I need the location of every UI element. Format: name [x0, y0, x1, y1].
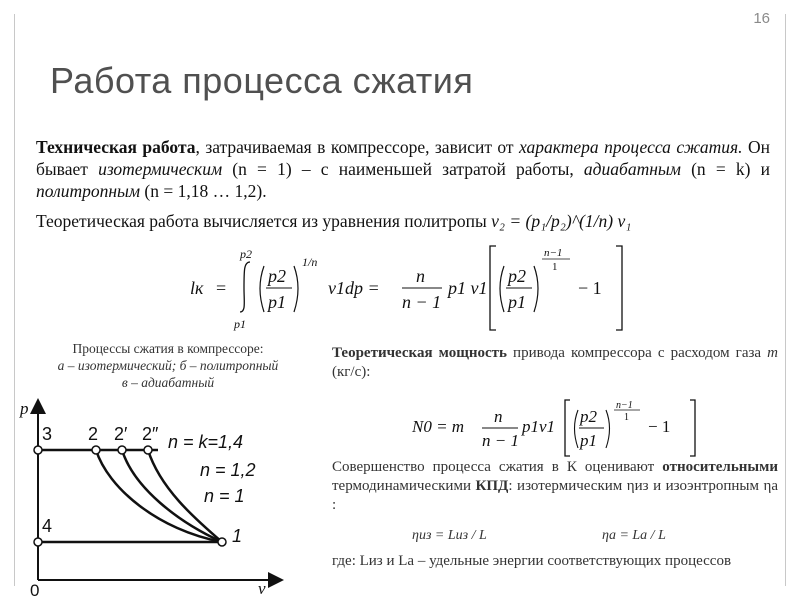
intro-text-5: (n = 1,18 … 1,2). [140, 181, 267, 201]
intro-paragraph [36, 136, 770, 202]
intro-polytropic: политропным [36, 181, 141, 201]
formula-minus-one: − 1 [578, 278, 602, 298]
power-frac2-num: p2 [580, 407, 597, 426]
power-frac2-den: p1 [580, 431, 597, 450]
power-bracket-left [565, 400, 570, 456]
power-p1v1: p1v1 [522, 417, 556, 436]
theory-line [36, 210, 770, 232]
curve-label-polytropic: n = 1,2 [200, 460, 256, 480]
top-band [0, 0, 800, 36]
power-exp-num: n−1 [616, 400, 633, 411]
power-paren-left [575, 410, 579, 448]
label-2: 2 [88, 424, 99, 444]
point-2-prime [118, 446, 126, 454]
perfection-kpd: КПД [475, 478, 509, 494]
integral-upper: p2 [240, 247, 252, 261]
curve-label-isothermal: n = 1 [204, 486, 245, 506]
perfection-text-2: термодинамическими [332, 478, 476, 494]
bracket-left [490, 246, 496, 330]
intro-text-3: (n = 1) – с наименьшей затратой работы, [222, 159, 584, 179]
pv-diagram [8, 392, 308, 596]
v-axis-label: v [258, 579, 266, 596]
perfection-text-3: : изотермическим ηиз и изоэнтропным ηа : [332, 478, 778, 513]
paren2-right [534, 266, 538, 312]
intro-text-4: (n = k) и [680, 159, 770, 179]
paren-right [294, 266, 298, 312]
point-1 [218, 538, 226, 546]
integral-sign [240, 262, 250, 312]
frac3-num: p2 [508, 266, 526, 286]
slide-number: 16 [753, 10, 770, 27]
work-formula [180, 242, 640, 334]
exp-den: 1 [552, 261, 558, 273]
power-bracket-right [690, 400, 695, 456]
label-2-prime: 2′ [114, 424, 128, 444]
frac1-den: p1 [268, 292, 286, 312]
formula-lhs: lк [190, 278, 204, 298]
eta-isothermal: ηиз = Lиз / L [412, 528, 487, 543]
perfection-paragraph [332, 458, 778, 515]
label-3: 3 [42, 424, 53, 444]
power-lhs: N0 = m [412, 417, 465, 436]
diagram-caption [18, 340, 318, 391]
power-frac-den: n − 1 [482, 431, 519, 450]
label-2-dprime: 2″ [142, 424, 159, 444]
where-paragraph: где: Lиз и Lа – удельные энергии соответствующих процессов [332, 553, 732, 569]
power-exp: 1/n [302, 255, 318, 269]
term-technical-work: Техническая работа [36, 137, 196, 157]
power-mass: m [767, 345, 778, 361]
intro-adiabatic: адиабатным [583, 159, 681, 179]
slide-title: Работа процесса сжатия [50, 60, 474, 101]
power-exp-den: 1 [624, 412, 629, 423]
intro-text-2: Он бывает [36, 137, 770, 179]
theory-text: Теоретическая работа вычисляется из уравнения политропы [36, 211, 492, 231]
power-paren-right [606, 410, 610, 448]
caption-line-3: в – адиабатный [121, 375, 215, 390]
intro-text-1: , затрачиваемая в компрессоре, зависит от [195, 137, 520, 157]
frac2-den: n − 1 [402, 292, 442, 312]
curve-label-adiabatic: n = k=1,4 [168, 432, 244, 452]
point-4 [34, 538, 42, 546]
formula-p1v1: p1 v1 [448, 278, 488, 298]
point-3 [34, 446, 42, 454]
frac1-num: p2 [268, 266, 286, 286]
power-paragraph [332, 344, 778, 382]
power-term: Теоретическая мощность [332, 345, 507, 361]
frac2-num: n [416, 266, 425, 286]
intro-isothermal: изотермическим [98, 159, 223, 179]
power-text: привода компрессора с расходом газа [506, 345, 768, 361]
label-1: 1 [232, 526, 243, 546]
perfection-text-1: Совершенство процесса сжатия в К оценивают [332, 459, 663, 475]
exp-num: n−1 [544, 247, 563, 259]
intro-character: характера процесса сжатия. [519, 137, 743, 157]
formula-eq: = [216, 278, 227, 298]
point-2-dprime [144, 446, 152, 454]
power-minus-one: − 1 [648, 417, 671, 436]
p-axis-label: p [20, 399, 29, 418]
origin-label: 0 [30, 581, 40, 596]
paren2-left [500, 266, 504, 312]
bracket-right [616, 246, 622, 330]
perfection-relative: относительными [662, 459, 778, 475]
caption-line-1: Процессы сжатия в компрессоре: [72, 341, 264, 356]
frac3-den: p1 [508, 292, 526, 312]
integral-lower: p1 [234, 317, 246, 331]
formula-mid: v1dp = [328, 278, 380, 298]
eta-adiabatic: ηа = Lа / L [602, 528, 666, 543]
power-frac-num: n [494, 407, 503, 426]
power-unit: (кг/с): [332, 364, 371, 380]
polytrope-equation: v₂ = (p₁/p₂)^(1/n) v₁ [491, 211, 632, 231]
power-formula [410, 398, 710, 458]
point-2 [92, 446, 100, 454]
paren-left [260, 266, 264, 312]
label-4: 4 [42, 516, 53, 536]
caption-line-2: а – изотермический; б – политропный [57, 358, 279, 373]
